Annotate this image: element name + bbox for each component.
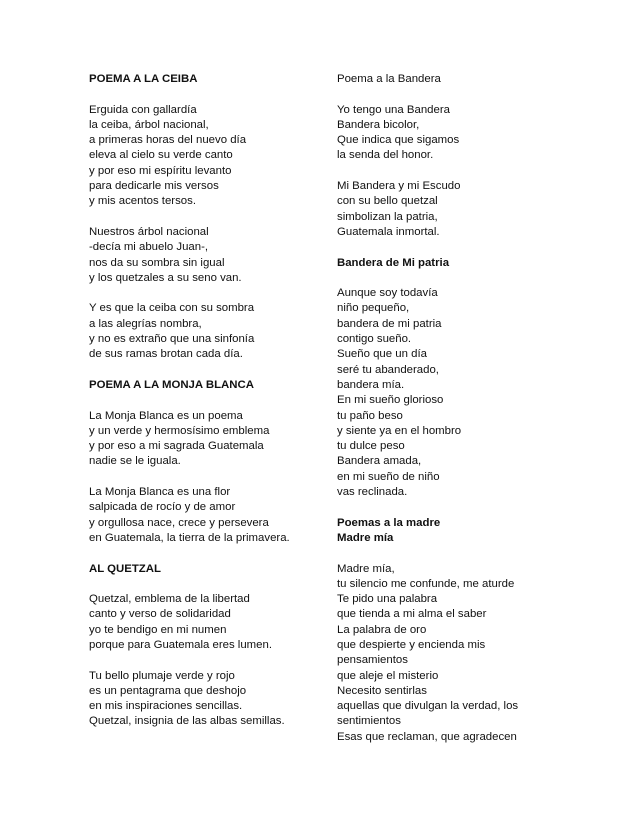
stanza (89, 103, 329, 210)
poem-line: a primeras horas del nuevo día (89, 134, 247, 147)
poem-line: bandera mía. (337, 378, 405, 391)
poem-line: Y es que la ceiba con su sombra (89, 302, 255, 315)
poem-line: en mis inspiraciones sencillas. (89, 700, 243, 713)
poem-line: que aleje el misterio (337, 669, 439, 682)
poem-line: En mi sueño glorioso (337, 394, 444, 407)
poem-line: para dedicarle mis versos (89, 180, 219, 193)
stanza (89, 301, 329, 362)
poem-line: aquellas que divulgan la verdad, los (337, 700, 519, 713)
poem-line: niño pequeño, (337, 302, 410, 315)
poem-line: con su bello quetzal (337, 195, 438, 208)
poem-line: canto y verso de solidaridad (89, 608, 231, 621)
poem-line: salpicada de rocío y de amor (89, 501, 236, 514)
poem-line: y mis acentos tersos. (89, 195, 196, 208)
poem-line: la ceiba, árbol nacional, (89, 118, 209, 131)
stanza (89, 669, 329, 730)
poem-title-madre-mia: Madre mía (337, 531, 394, 544)
stanza (89, 225, 329, 286)
poem-title-bandera-patria: Bandera de Mi patria (337, 256, 450, 269)
poem-line: tu silencio me confunde, me aturde (337, 577, 515, 590)
poem-line: Quetzal, insignia de las albas semillas. (89, 715, 285, 728)
poem-line: Madre mía, (337, 562, 395, 575)
poem-line: y por eso mi espíritu levanto (89, 164, 232, 177)
stanza (337, 562, 537, 746)
poem-line: nos da su sombra sin igual (89, 256, 225, 269)
poem-line: pensamientos (337, 654, 408, 667)
right-column (337, 72, 537, 745)
stanza (89, 592, 329, 653)
poem-line: porque para Guatemala eres lumen. (89, 638, 272, 651)
poem-line: Que indica que sigamos (337, 134, 460, 147)
poem-line: y siente ya en el hombro (337, 424, 462, 437)
poem-line: -decía mi abuelo Juan-, (89, 241, 209, 254)
poem-title-quetzal: AL QUETZAL (89, 562, 161, 575)
poem-line: Yo tengo una Bandera (337, 103, 450, 116)
poem-line: sentimientos (337, 715, 401, 728)
poem-line: la senda del honor. (337, 149, 434, 162)
poem-line: contigo sueño. (337, 333, 412, 346)
poem-line: Esas que reclaman, que agradecen (337, 730, 517, 743)
poem-line: Bandera bicolor, (337, 118, 420, 131)
poem-line: Sueño que un día (337, 348, 427, 361)
poem-line: y por eso a mi sagrada Guatemala (89, 440, 264, 453)
poem-line: Mi Bandera y mi Escudo (337, 180, 461, 193)
stanza (89, 409, 329, 470)
poem-line: Quetzal, emblema de la libertad (89, 593, 250, 606)
stanza (337, 286, 537, 500)
poem-line: y orgullosa nace, crece y persevera (89, 516, 269, 529)
poem-line: Erguida con gallardía (89, 103, 197, 116)
stanza (89, 485, 329, 546)
poem-line: Bandera amada, (337, 455, 422, 468)
poem-line: tu dulce peso (337, 440, 405, 453)
poem-line: La Monja Blanca es una flor (89, 486, 231, 499)
poem-line: y no es extraño que una sinfonía (89, 333, 255, 346)
poem-line: Te pido una palabra (337, 593, 438, 606)
poem-line: en Guatemala, la tierra de la primavera. (89, 531, 290, 544)
poem-line: seré tu abanderado, (337, 363, 439, 376)
section-title-madre: Poemas a la madre (337, 516, 441, 529)
poem-line: nadie se le iguala. (89, 455, 181, 468)
poem-line: Guatemala inmortal. (337, 225, 440, 238)
poem-line: Tu bello plumaje verde y rojo (89, 669, 235, 682)
poem-line: tu paño beso (337, 409, 403, 422)
stanza (337, 103, 537, 164)
left-column (89, 72, 329, 730)
poem-title-bandera: Poema a la Bandera (337, 73, 441, 85)
poem-line: Aunque soy todavía (337, 287, 438, 300)
poem-title-monja-blanca: POEMA A LA MONJA BLANCA (89, 378, 254, 391)
poem-line: que tienda a mi alma el saber (337, 608, 487, 621)
poem-line: yo te bendigo en mi numen (89, 623, 227, 636)
poem-line: de sus ramas brotan cada día. (89, 348, 243, 361)
poem-line: es un pentagrama que deshojo (89, 684, 247, 697)
poem-line: Necesito sentirlas (337, 684, 427, 697)
poem-line: y los quetzales a su seno van. (89, 271, 242, 284)
poem-line: en mi sueño de niño (337, 470, 440, 483)
poem-line: Nuestros árbol nacional (89, 225, 209, 238)
poem-line: y un verde y hermosísimo emblema (89, 424, 270, 437)
poem-line: vas reclinada. (337, 486, 408, 499)
poem-line: La palabra de oro (337, 623, 427, 636)
poem-line: que despierte y encienda mis (337, 638, 486, 651)
poem-title-ceiba: POEMA A LA CEIBA (89, 73, 198, 85)
stanza (337, 179, 537, 240)
poem-line: bandera de mi patria (337, 317, 442, 330)
poem-line: La Monja Blanca es un poema (89, 409, 243, 422)
poem-line: simbolizan la patria, (337, 210, 438, 223)
poem-line: eleva al cielo su verde canto (89, 149, 233, 162)
poem-line: a las alegrías nombra, (89, 317, 202, 330)
